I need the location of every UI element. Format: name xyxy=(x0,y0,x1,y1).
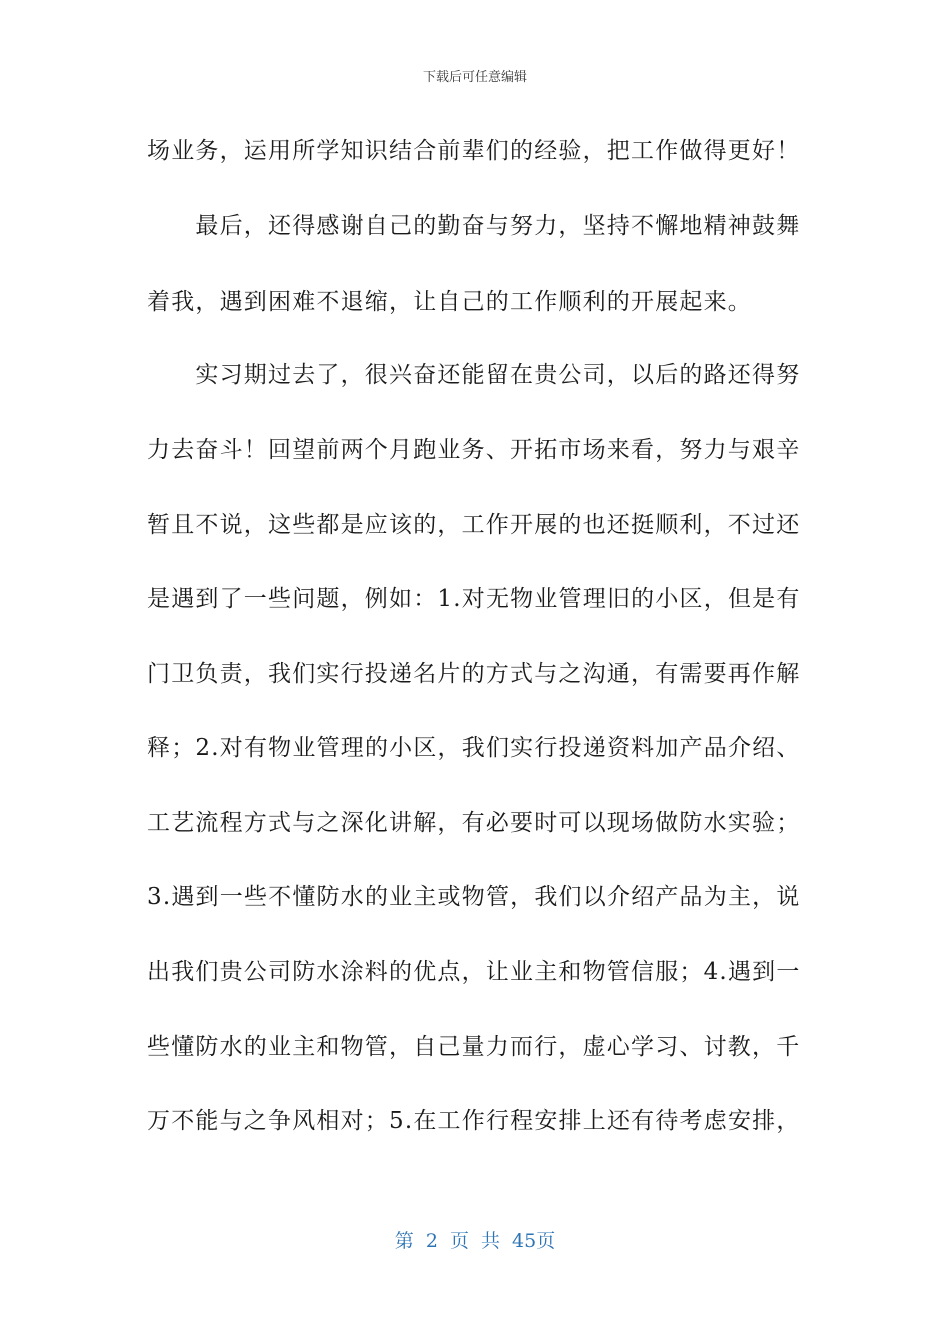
body-line: 万不能与之争风相对；5.在工作行程安排上还有待考虑安排， xyxy=(147,1108,801,1134)
body-line: 实习期过去了，很兴奋还能留在贵公司，以后的路还得努 xyxy=(147,362,801,388)
body-line: 工艺流程方式与之深化讲解，有必要时可以现场做防水实验； xyxy=(147,810,801,836)
body-line: 着我，遇到困难不退缩，让自己的工作顺利的开展起来。 xyxy=(147,289,752,315)
body-line: 些懂防水的业主和物管，自己量力而行，虚心学习、讨教，千 xyxy=(147,1034,801,1060)
body-line: 最后，还得感谢自己的勤奋与努力，坚持不懈地精神鼓舞 xyxy=(147,213,801,239)
body-line: 3.遇到一些不懂防水的业主或物管，我们以介绍产品为主，说 xyxy=(147,884,801,910)
body-line: 是遇到了一些问题，例如：1.对无物业管理旧的小区，但是有 xyxy=(147,586,801,612)
page-header: 下载后可任意编辑 xyxy=(422,70,527,85)
body-line: 力去奋斗！回望前两个月跑业务、开拓市场来看，努力与艰辛 xyxy=(147,437,801,463)
page-footer: 第 2 页 共 45页 xyxy=(394,1230,556,1252)
body-line: 场业务，运用所学知识结合前辈们的经验，把工作做得更好！ xyxy=(147,138,801,164)
body-line: 出我们贵公司防水涂料的优点，让业主和物管信服；4.遇到一 xyxy=(147,959,801,985)
body-line: 门卫负责，我们实行投递名片的方式与之沟通，有需要再作解 xyxy=(147,661,801,687)
body-line: 暂且不说，这些都是应该的，工作开展的也还挺顺利，不过还 xyxy=(147,512,801,538)
body-line: 释；2.对有物业管理的小区，我们实行投递资料加产品介绍、 xyxy=(147,735,801,761)
